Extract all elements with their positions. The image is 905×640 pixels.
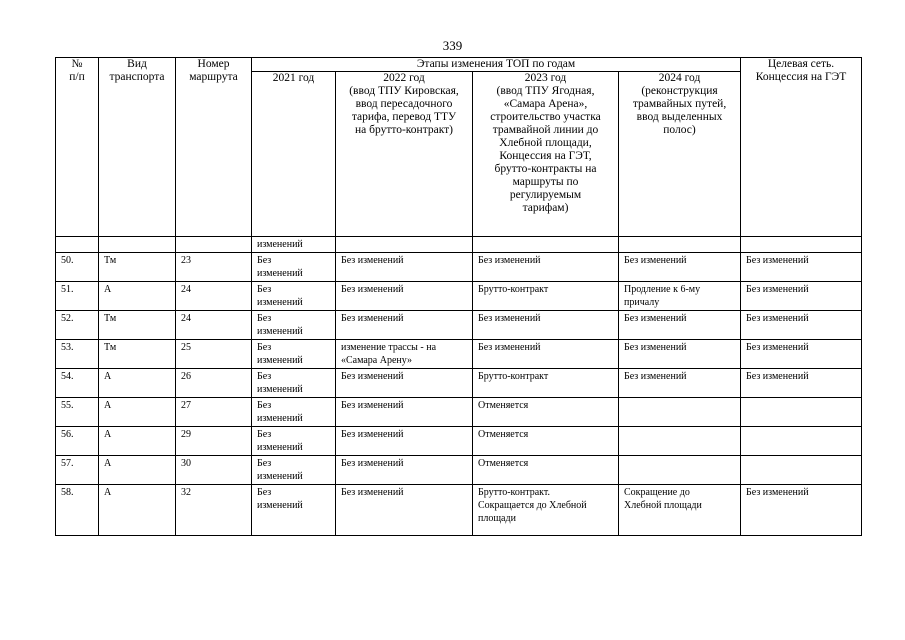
cell-target: Без изменений (741, 311, 862, 340)
cell-target: Без изменений (741, 340, 862, 369)
cell-transport: Тм (99, 311, 176, 340)
cell-2023: Без изменений (473, 340, 619, 369)
cell-route: 24 (176, 282, 252, 311)
cell-2023: Отменяется (473, 398, 619, 427)
cell-transport: А (99, 369, 176, 398)
header-2023: 2023 год (ввод ТПУ Ягодная, «Самара Арена», строительство участка трамвайной линии до Хлебной площади, Концессия на ГЭТ, брутто-контракты на маршруты по регулируемым тарифам) (473, 72, 619, 237)
cell-2024: Без изменений (619, 369, 741, 398)
header-num: № п/п (56, 58, 99, 237)
cell-2021: изменений (252, 237, 336, 253)
table-row (56, 311, 862, 340)
cell-2023: Без изменений (473, 311, 619, 340)
cell-target (741, 398, 862, 427)
cell-transport: Тм (99, 340, 176, 369)
cell-num: 58. (56, 485, 99, 536)
cell-2024: Продление к 6-му причалу (619, 282, 741, 311)
cell-num: 56. (56, 427, 99, 456)
cell-target (741, 237, 862, 253)
cell-2024: Без изменений (619, 340, 741, 369)
cell-target (741, 427, 862, 456)
cell-target: Без изменений (741, 485, 862, 536)
header-stages-group: Этапы изменения ТОП по годам (252, 58, 741, 72)
cell-route: 27 (176, 398, 252, 427)
cell-2022: Без изменений (336, 427, 473, 456)
cell-2022: изменение трассы - на «Самара Арену» (336, 340, 473, 369)
cell-2022: Без изменений (336, 253, 473, 282)
cell-2021: Без изменений (252, 340, 336, 369)
cell-2024 (619, 456, 741, 485)
table-row (56, 456, 862, 485)
cell-transport: А (99, 282, 176, 311)
cell-2022: Без изменений (336, 369, 473, 398)
cell-2021: Без изменений (252, 485, 336, 536)
routes-table (55, 57, 862, 536)
cell-2021: Без изменений (252, 398, 336, 427)
header-row-1 (56, 58, 862, 72)
cell-2021: Без изменений (252, 456, 336, 485)
cell-num: 54. (56, 369, 99, 398)
cell-target: Без изменений (741, 369, 862, 398)
cell-2023: Брутто-контракт (473, 282, 619, 311)
cell-route: 23 (176, 253, 252, 282)
header-2021: 2021 год (252, 72, 336, 237)
cell-2021: Без изменений (252, 369, 336, 398)
page-number: 339 (442, 38, 463, 53)
continuation-row (56, 237, 862, 253)
cell-2021: Без изменений (252, 311, 336, 340)
cell-2021: Без изменений (252, 427, 336, 456)
cell-num: 51. (56, 282, 99, 311)
cell-2023: Без изменений (473, 253, 619, 282)
cell-transport (99, 237, 176, 253)
header-2024: 2024 год (реконструкция трамвайных путей, ввод выделенных полос) (619, 72, 741, 237)
cell-2023: Отменяется (473, 427, 619, 456)
cell-route: 30 (176, 456, 252, 485)
table-row (56, 369, 862, 398)
cell-num: 53. (56, 340, 99, 369)
cell-2022: Без изменений (336, 282, 473, 311)
table-row (56, 253, 862, 282)
header-route: Номер маршрута (176, 58, 252, 237)
cell-target: Без изменений (741, 253, 862, 282)
cell-transport: А (99, 485, 176, 536)
cell-2024 (619, 398, 741, 427)
cell-route: 32 (176, 485, 252, 536)
table-row (56, 282, 862, 311)
cell-2022 (336, 237, 473, 253)
cell-2024: Без изменений (619, 311, 741, 340)
cell-2022: Без изменений (336, 485, 473, 536)
table-row (56, 427, 862, 456)
cell-route: 25 (176, 340, 252, 369)
cell-route: 26 (176, 369, 252, 398)
cell-target (741, 456, 862, 485)
table-row (56, 398, 862, 427)
header-target: Целевая сеть. Концессия на ГЭТ (741, 58, 862, 237)
cell-2023: Брутто-контракт. Сокращается до Хлебной площади (473, 485, 619, 536)
cell-2021: Без изменений (252, 282, 336, 311)
cell-transport: А (99, 427, 176, 456)
cell-num: 57. (56, 456, 99, 485)
cell-transport: А (99, 456, 176, 485)
cell-2024 (619, 237, 741, 253)
cell-num: 52. (56, 311, 99, 340)
table-row (56, 340, 862, 369)
cell-target: Без изменений (741, 282, 862, 311)
cell-2023: Брутто-контракт (473, 369, 619, 398)
cell-route: 29 (176, 427, 252, 456)
cell-route (176, 237, 252, 253)
cell-2022: Без изменений (336, 456, 473, 485)
table-row (56, 485, 862, 536)
cell-2023: Отменяется (473, 456, 619, 485)
cell-num (56, 237, 99, 253)
cell-2023 (473, 237, 619, 253)
cell-transport: А (99, 398, 176, 427)
cell-transport: Тм (99, 253, 176, 282)
cell-2021: Без изменений (252, 253, 336, 282)
header-2022: 2022 год (ввод ТПУ Кировская, ввод пересадочного тарифа, перевод ТТУ на брутто-контракт) (336, 72, 473, 237)
cell-2024: Без изменений (619, 253, 741, 282)
cell-2024: Сокращение до Хлебной площади (619, 485, 741, 536)
cell-num: 55. (56, 398, 99, 427)
cell-2022: Без изменений (336, 311, 473, 340)
cell-2022: Без изменений (336, 398, 473, 427)
header-transport: Вид транспорта (99, 58, 176, 237)
cell-num: 50. (56, 253, 99, 282)
cell-2024 (619, 427, 741, 456)
cell-route: 24 (176, 311, 252, 340)
